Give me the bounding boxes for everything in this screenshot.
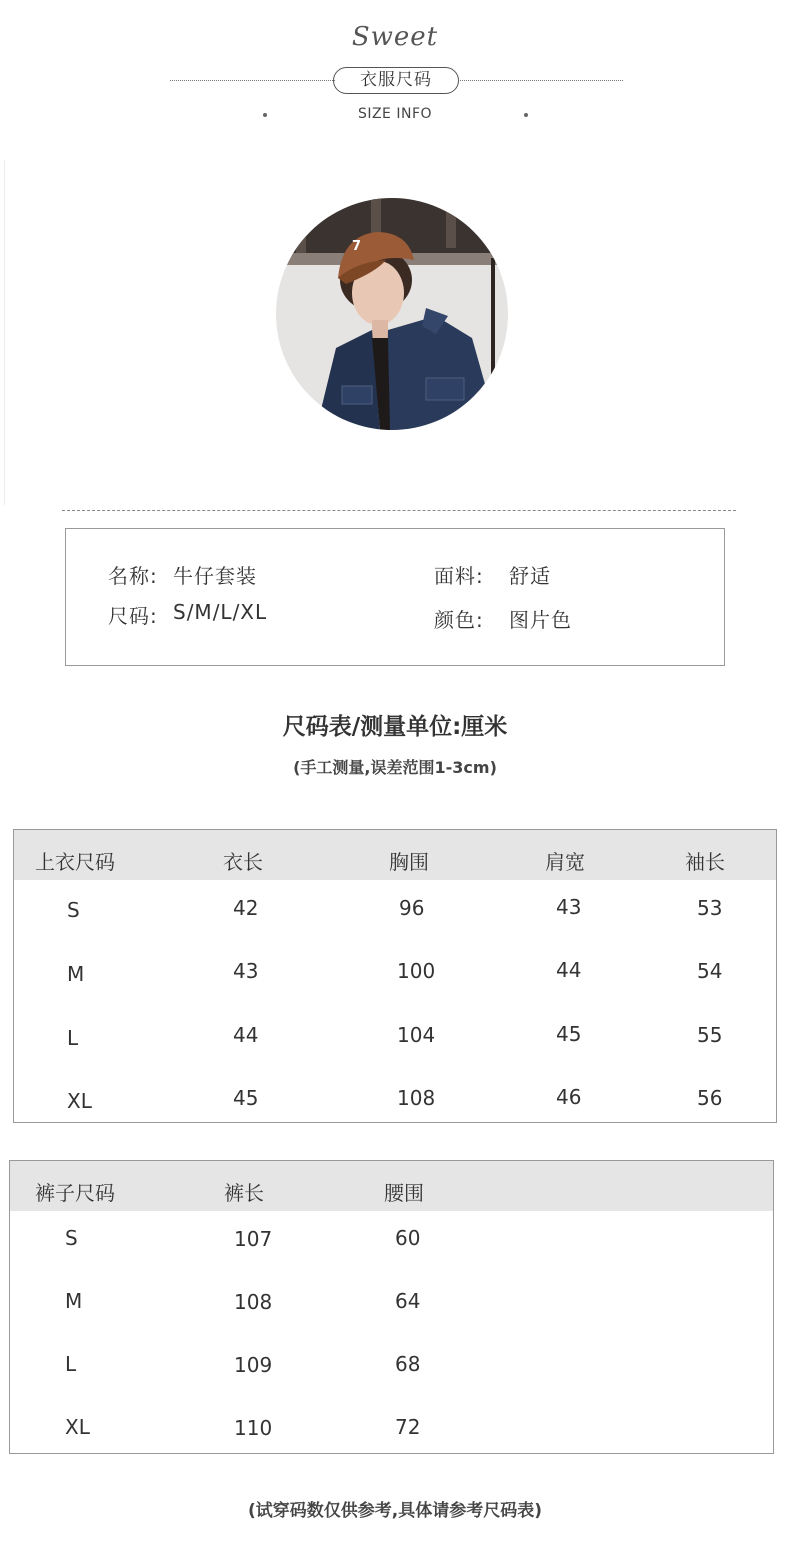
size-value: S/M/L/XL — [173, 600, 268, 624]
top-row-xl-chest: 108 — [397, 1086, 436, 1110]
section-divider — [62, 510, 736, 511]
top-row-m-sleeve: 54 — [697, 959, 723, 983]
top-row-xl-sleeve: 56 — [697, 1086, 723, 1110]
top-row-s-sleeve: 53 — [697, 896, 723, 920]
pants-row-xl-length: 110 — [234, 1416, 273, 1440]
top-row-s-shoulder: 43 — [556, 895, 582, 919]
top-row-m-shoulder: 44 — [556, 958, 582, 982]
size-info-subtitle: SIZE INFO — [357, 106, 433, 122]
top-header-length: 衣长 — [223, 850, 263, 874]
top-size-table — [13, 829, 777, 1123]
fabric-value: 舒适 — [509, 564, 551, 588]
svg-text:7: 7 — [352, 239, 362, 254]
top-row-xl-shoulder: 46 — [556, 1085, 582, 1109]
size-chart-subtitle: (手工测量,误差范围1-3cm) — [293, 758, 497, 777]
pants-row-m-waist: 64 — [395, 1289, 421, 1313]
pants-row-l-waist: 68 — [395, 1352, 421, 1376]
pants-row-s-size: S — [65, 1226, 78, 1250]
pants-row-s-waist: 60 — [395, 1226, 421, 1250]
pants-row-l-size: L — [65, 1352, 77, 1376]
product-info-box — [65, 528, 725, 666]
top-row-l-length: 44 — [233, 1023, 259, 1047]
name-value: 牛仔套装 — [173, 564, 257, 588]
pants-row-s-length: 107 — [234, 1227, 273, 1251]
top-row-xl-size: XL — [67, 1089, 92, 1113]
top-row-l-chest: 104 — [397, 1023, 436, 1047]
color-value: 图片色 — [509, 608, 572, 632]
pants-row-xl-size: XL — [65, 1415, 90, 1439]
pants-size-table — [9, 1160, 774, 1454]
top-row-xl-length: 45 — [233, 1086, 259, 1110]
model-portrait-image — [276, 198, 508, 430]
top-header-chest: 胸围 — [389, 850, 429, 874]
pants-row-xl-waist: 72 — [395, 1415, 421, 1439]
top-row-l-shoulder: 45 — [556, 1022, 582, 1046]
pants-row-l-length: 109 — [234, 1353, 273, 1377]
name-label: 名称: — [108, 564, 158, 588]
pants-row-m-size: M — [65, 1289, 83, 1313]
color-label: 颜色: — [434, 608, 484, 632]
pants-header-waist: 腰围 — [384, 1181, 424, 1205]
top-row-s-chest: 96 — [399, 896, 425, 920]
top-row-m-size: M — [67, 962, 85, 986]
header-divider-left — [170, 80, 335, 81]
size-chart-title: 尺码表/测量单位:厘米 — [282, 714, 508, 740]
sweet-script-word: Sweet — [351, 22, 439, 52]
pants-header-length: 裤长 — [224, 1181, 264, 1205]
top-row-m-length: 43 — [233, 959, 259, 983]
top-row-s-size: S — [67, 898, 80, 922]
top-header-shoulder: 肩宽 — [545, 850, 585, 874]
top-row-m-chest: 100 — [397, 959, 436, 983]
top-header-size: 上衣尺码 — [35, 850, 115, 874]
header-divider-right — [458, 80, 623, 81]
top-row-l-sleeve: 55 — [697, 1023, 723, 1047]
size-title-pill: 衣服尺码 — [333, 67, 459, 94]
fit-disclaimer: (试穿码数仅供参考,具体请参考尺码表) — [248, 1501, 542, 1521]
top-row-s-length: 42 — [233, 896, 259, 920]
top-header-sleeve: 袖长 — [685, 850, 725, 874]
size-label: 尺码: — [108, 604, 158, 628]
decor-dot-right — [524, 113, 528, 117]
top-row-l-size: L — [67, 1026, 79, 1050]
pants-header-size: 裤子尺码 — [35, 1181, 115, 1205]
fabric-label: 面料: — [434, 564, 484, 588]
pants-row-m-length: 108 — [234, 1290, 273, 1314]
left-edge-line — [4, 160, 5, 505]
